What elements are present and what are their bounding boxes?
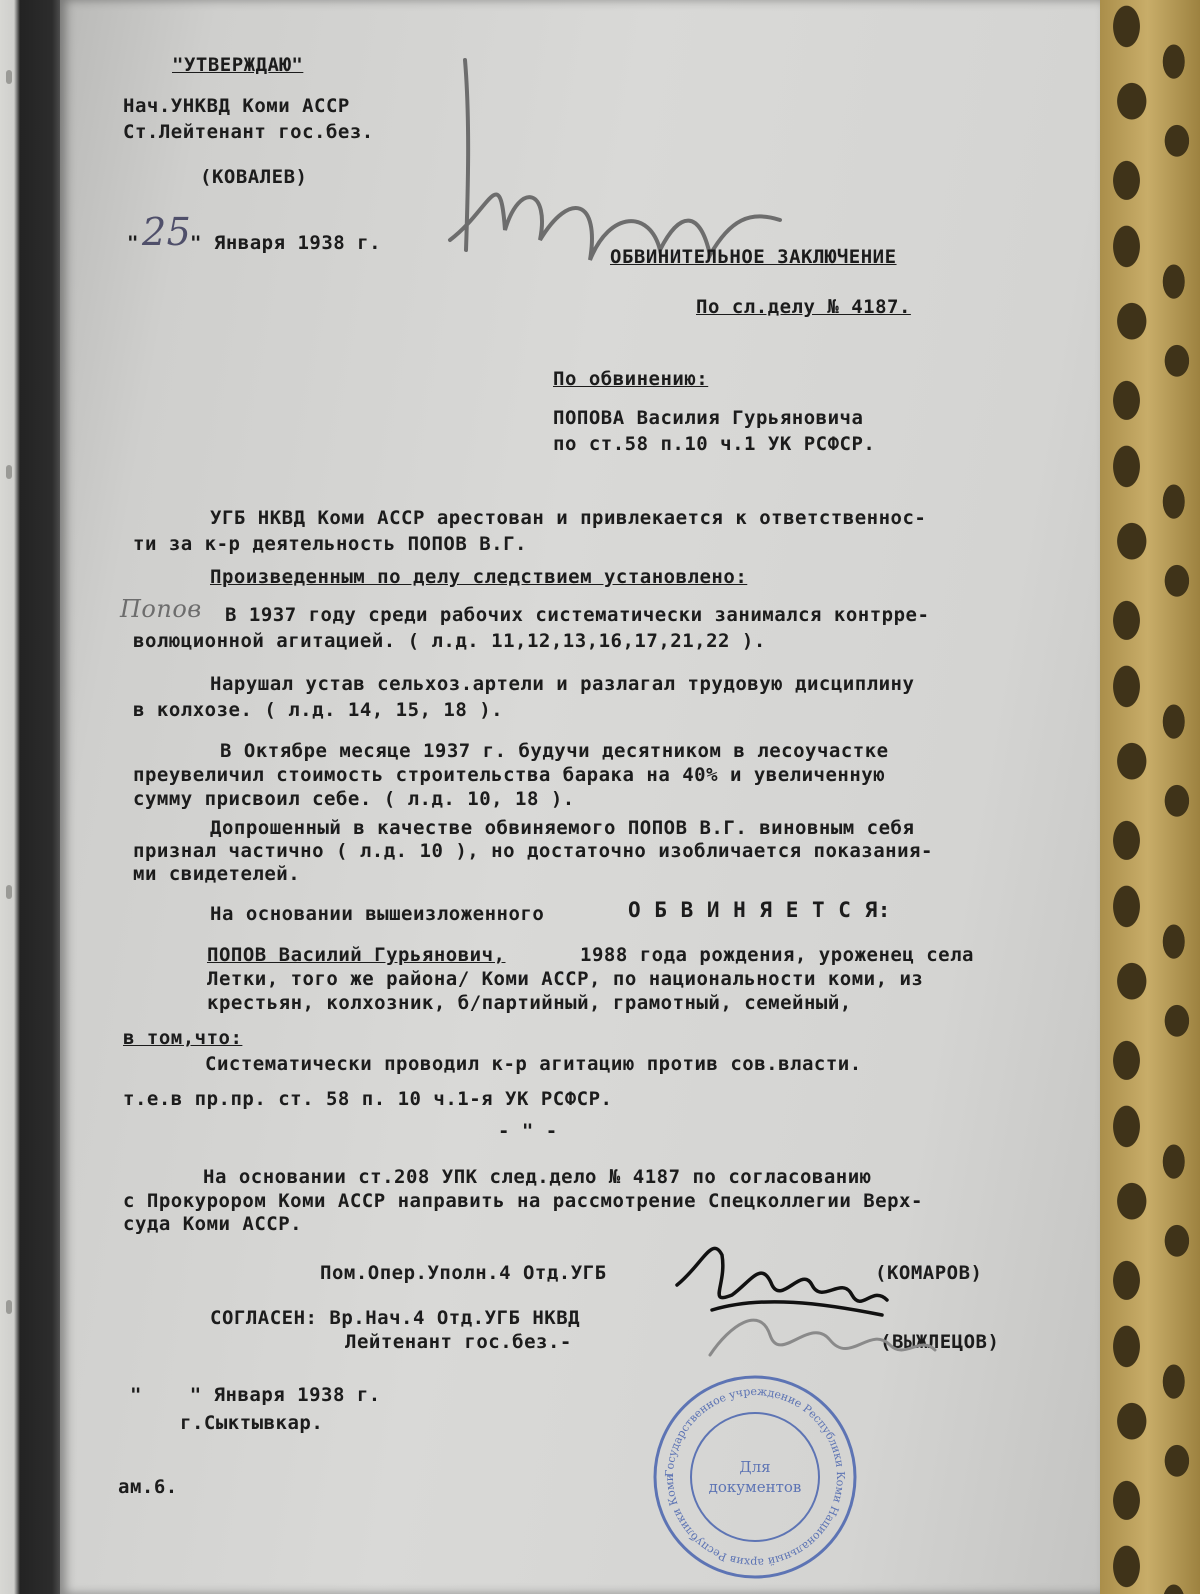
agreed-rank: Лейтенант гос.без.-: [345, 1331, 572, 1353]
final-line-1: На основании ст.208 УПК след.дело № 4187 по согласованию: [203, 1166, 872, 1188]
accused-line-1: ПОПОВА Василия Гурьяновича: [553, 407, 864, 429]
accused-verdict-word: О Б В И Н Я Е Т С Я:: [628, 898, 891, 922]
approval-date-rest: " Января 1938 г.: [190, 232, 382, 254]
approval-date-day: 25: [142, 210, 192, 254]
binder-hole: [6, 1300, 12, 1314]
archive-stamp: [650, 1372, 860, 1582]
case-number: По сл.делу № 4187.: [696, 296, 911, 318]
para4-line-2: признал частично ( л.д. 10 ), но достаточно изобличается показания-: [133, 840, 933, 862]
that-line-2: т.е.в пр.пр. ст. 58 п. 10 ч.1-я УК РСФСР.: [123, 1088, 613, 1110]
officer-name: (КОМАРОВ): [875, 1262, 983, 1284]
document-page: [60, 0, 1100, 1594]
para2-line-1: Нарушал устав сельхоз.артели и разлагал трудовую дисциплину: [210, 673, 915, 695]
sign-date: " " Января 1938 г.: [130, 1384, 381, 1406]
accused-line-3: крестьян, колхозник, б/партийный, грамотный, семейный,: [207, 992, 852, 1014]
approval-stamp-text: "УТВЕРЖДАЮ": [172, 54, 304, 76]
stamp-ring-text: Государственное учреждение Республики Коми Национальный архив Республики Коми: [662, 1384, 848, 1570]
para2-line-2: в колхозе. ( л.д. 14, 15, 18 ).: [133, 699, 504, 721]
binder-hole: [6, 465, 12, 479]
intro-line-1: УГБ НКВД Коми АССР арестован и привлекается к ответственнос-: [210, 507, 927, 529]
para1-line-1: В 1937 году среди рабочих систематически занимался контрре-: [225, 604, 930, 626]
ditto-mark: - " -: [498, 1120, 558, 1142]
para3-line-1: В Октябре месяце 1937 г. будучи десятником в лесоучастке: [220, 740, 889, 762]
approval-line-2: Ст.Лейтенант гос.без.: [123, 121, 374, 143]
binder-hole: [6, 885, 12, 899]
final-line-2: с Прокурором Коми АССР направить на рассмотрение Спецколлегии Верх-: [123, 1190, 923, 1212]
agreed-line: СОГЛАСЕН: Вр.Нач.4 Отд.УГБ НКВД: [210, 1307, 581, 1329]
para1-line-2: волюционной агитацией. ( л.д. 11,12,13,16,17,21,22 ).: [133, 630, 766, 652]
sign-place: г.Сыктывкар.: [180, 1412, 324, 1434]
officer-title: Пом.Опер.Уполн.4 Отд.УГБ: [320, 1262, 607, 1284]
stamp-center-line-2: документов: [708, 1478, 802, 1496]
fabric-background: [1095, 0, 1200, 1594]
agreed-name: (ВЫЖЛЕЦОВ): [880, 1331, 1000, 1353]
approval-name: (КОВАЛЕВ): [200, 166, 308, 188]
accused-line-1-rest: 1988 года рождения, уроженец села: [580, 944, 974, 966]
margin-note: Попов: [120, 595, 202, 623]
approval-date-quote: ": [127, 232, 139, 254]
binder-hole: [6, 70, 12, 84]
binding-edge: [0, 0, 62, 1594]
accused-line-2: Летки, того же района/ Коми АССР, по национальности коми, из: [207, 968, 924, 990]
established-heading: Произведенным по делу следствием установлено:: [210, 566, 748, 588]
accused-full-name: ПОПОВ Василий Гурьянович,: [207, 944, 506, 966]
document-title: ОБВИНИТЕЛЬНОЕ ЗАКЛЮЧЕНИЕ: [610, 246, 897, 268]
in-that-heading: в том,что:: [123, 1027, 243, 1049]
final-line-3: суда Коми АССР.: [123, 1213, 303, 1235]
para3-line-2: преувеличил стоимость строительства барака на 40% и увеличенную: [133, 764, 886, 786]
para3-line-3: сумму присвоил себе. ( л.д. 10, 18 ).: [133, 788, 575, 810]
para4-line-1: Допрошенный в качестве обвиняемого ПОПОВ В.Г. виновным себя: [210, 817, 915, 839]
stamp-center-line-1: Для: [739, 1458, 771, 1476]
that-line-1: Систематически проводил к-р агитацию против сов.власти.: [205, 1053, 862, 1075]
footer-mark: ам.6.: [118, 1476, 178, 1498]
approval-line-1: Нач.УНКВД Коми АССР: [123, 95, 350, 117]
basis-text: На основании вышеизложенного: [210, 903, 545, 925]
intro-line-2: ти за к-р деятельность ПОПОВ В.Г.: [133, 533, 527, 555]
accused-line-2: по ст.58 п.10 ч.1 УК РСФСР.: [553, 433, 876, 455]
para4-line-3: ми свидетелей.: [133, 863, 301, 885]
charge-heading: По обвинению:: [553, 368, 709, 390]
